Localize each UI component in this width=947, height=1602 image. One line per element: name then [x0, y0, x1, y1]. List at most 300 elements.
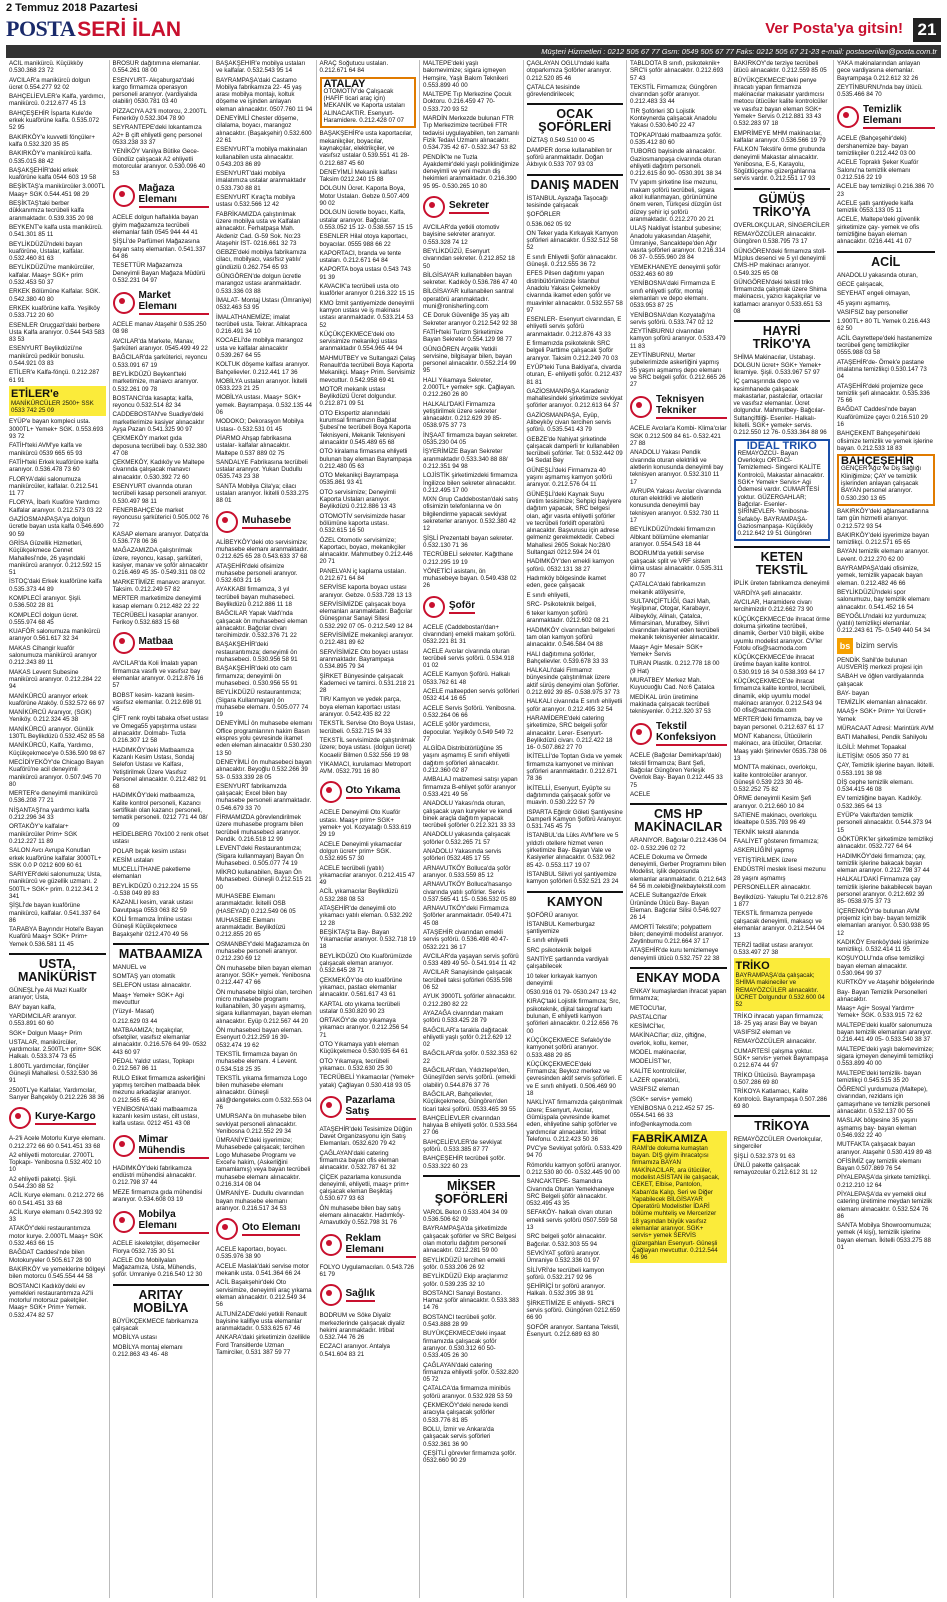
classified-ad: ACELE Deneyimli Oto Kuaför ustası. Maaş+ prim+ SGK+ yemek+ yol. Kozyatağı 0.533.619 29 19 — [319, 809, 412, 839]
classified-ad: 1.800TL yardımcılar, fönçüler Güneşli Mahallesi. 0.532.530 36 91 — [9, 1062, 98, 1085]
display-ad-heading: KAMYON — [527, 891, 624, 909]
classified-ad: ESENYURT Kıraç'ta mobilya ustası 0.532.566 12 42 — [216, 194, 296, 209]
section-title: Şoför — [449, 600, 475, 614]
classified-ad: TEKSTİL firmamıza bayan ön muhasebe elemanı. 4 Levent. 0.534.518 25 35 — [216, 1050, 298, 1073]
logo-posta: POSTA — [6, 16, 76, 41]
section-marker-icon — [630, 723, 652, 745]
classified-ad: MANİKÜRCÜ aranıyor erkek kuaförüne Ataköy. 0.532.572 66 97 — [9, 692, 105, 707]
classified-ad: ACELE (Bağcılar Demirkapı'daki) tekstil firmamıza; Bant Şefi, Bağcılar Güngören Yerleşik Overlok Bay- Bayan 0.212.445 33 75 — [630, 752, 723, 789]
boxed-ad-title: İDEAL TRİKO — [746, 439, 817, 452]
classified-ad: ATAKÖY'deki restaurantımıza motor kurye. 2.000TL Maaş+ SGK 0.532.463 66 15 — [9, 1225, 103, 1248]
classified-ad: TEKSTİL Firmamıza; Güngören civarından şoför aranıyor. 0.212.483 33 44 — [630, 83, 717, 106]
classified-ad: MODEL makinacılar, — [630, 1049, 687, 1057]
section-title: Market Elemanı — [139, 290, 210, 315]
classified-ad: KOLTUK döşeme kalfası aranıyor. Bahçelievler. 0.212.441 17 36 — [216, 361, 310, 376]
classified-ad: ŞİRKETİMİZE E ehliyetli- SRC'li servis şoförü. Güngören 0212.659 66 90 — [526, 1299, 621, 1322]
display-ad-heading: ENKAY MODA — [630, 967, 727, 985]
classified-ad: MERTER'e deneyimli manikürcü 0.536.208 77 21 — [9, 790, 98, 805]
classified-ad: YENİBOSNA 0.212.452 57 25- 0554.541 66 33 — [630, 1104, 715, 1120]
classified-ad: MALTEPE'deki yaşlı bakımevimize; sigara içmeyen deneyimli temizlikçi 0.553.899 40 00 — [837, 1045, 934, 1068]
display-ad-heading: KETEN TEKSTİL — [734, 546, 831, 577]
classified-ad: ACİL Başakşehir'deki Oto servisimize, deneyimli araç yıkama eleman alınacaktır. 0.212.549 34 56 — [216, 1279, 312, 1309]
classified-ad: SARIYER'deki salonumuza; Usta, manikürcü ve güzellik uzmanı. 2 500TL+ SGK+ prim. 0.212.341 2 341 — [9, 871, 102, 900]
section-marker-icon — [216, 511, 238, 533]
classified-ad: ŞİŞLİ 0.532.373 91 63 — [733, 1152, 796, 1160]
classified-ad: 2500TL'ye Kalfalar, Yardımcılar, Sarıyer Bahçeköy 0.212.226 38 36 — [9, 1086, 105, 1101]
classified-ad: ÖZEL Otomotiv servisimize; Kaportacı, boyacı, mekanikçiler alınacaktır. Mahmutbey 0.212.446 20 71 — [319, 536, 413, 566]
classified-ad: GECE çalışacak, — [837, 280, 884, 288]
section-marker-icon — [113, 292, 135, 314]
classified-ad: GAZİOSMANPAŞA Karadeniz mahallesindeki şirketimize sevkiyat şoförler aranıyor. 0.212.613 64 37 — [526, 387, 623, 410]
classified-ad: ERKEK kuaförüne kalfa. Yeşilköy 0.533.712 20 60 — [9, 304, 100, 320]
classified-ad: MARDİN Merkezde bulunan FTR Tıp Merkezimize tecrübeli FTR tedavisi uygulayabilen, ten zamanlı Fizik Tedavi Uzmanı alınacaktır. 0.534.735 42 67- 0.532.347 53 82 — [423, 115, 519, 152]
classified-ad: ANADOLU Yakası'nda oturan, çalışacak uyan kuryeler ve kendi binek araçla dağıtım yapacak tecrübeli şoförler 0.212.321 33 33 — [423, 800, 516, 830]
classified-ad: ŞİŞLİ'de Parfümeri Mağazasına bayan satış elemanları. 0.541.337 64 86 — [112, 238, 206, 260]
classified-ad: ACELE (Bahçeşehir'deki) dershanemize bay- bayan temizlikçiler 0.212.442 03 00 — [837, 135, 916, 158]
classified-ad: ÖN muhasebeci bayan eleman. Esenyurt 0.212.259 16 39- 0532.474 19 62 — [216, 1027, 303, 1049]
classified-ad: İMALAT- Montaj Ustası (Ümraniye) 0532.463 53 95 — [216, 296, 312, 312]
classified-ad: AYUK 3900TL şoförler alınacaktır. 0.212.280 82 22 — [423, 993, 516, 1008]
highlighted-ad-title: FABRİKAMIZA — [632, 1132, 708, 1145]
classified-ad: BAKIRKÖY'de terziye tecrübeli ütücü alınacaktır. 0.212.559 85 05 — [733, 60, 827, 75]
classified-ad: ACELE Oto Mobilyalan Mağazamıza, Usta, Mühendis, şoför. Umraniye 0.216.540 12 30 — [112, 1256, 203, 1279]
classified-ad: PİZZACIYA A2'li motorcu, 2.200TL Fenerköy 0.532.304 78 90 — [112, 107, 207, 123]
classified-ad: TIR/ Kamyon ve yedek parça, boya eleman kaportacı ustası aranıyor. 0.542.435 82 22 — [319, 696, 402, 719]
classified-ad: HEİDELBERG 70x100 2 renk ofset ustası — [112, 830, 209, 846]
classified-ad: BOSTANCI tecrübeli şoför. 0.543.888 28 99 — [423, 1313, 497, 1329]
column-1 — [6, 60, 110, 1598]
classified-ad: ÖĞRENCİ yurdumuza (Maltepe), civarından, rezidans için çamaşırhane ve temizlik personeli alınacaktır. 0.532.137 00 55 — [837, 1086, 931, 1116]
classified-ad: ESENYURT'a mobilya makinaları kullanabilen usta alınacaktır. 0.543.203 86 89 — [216, 146, 308, 168]
classified-ad: SERVİSE kaporta boyacı ustası aranıyor. Gebze. 0.533.728 13 13 — [319, 584, 412, 599]
classified-ad: TECRÜBELİ kasaplar aranıyor. Ferikoy 0.532.683 15 68 — [112, 611, 199, 627]
classified-ad: ATAŞEHİR'de- Örnek'e pastane imalatına temizlikçi 0.530.147 73 04 — [837, 358, 927, 381]
classified-ad: UMURSAN'a ön muhasebe bilen sevkiyat personeli alınacaktır. Yenibosna 0.212.552 29 34 — [216, 1113, 306, 1135]
classified-ad: YÖNETİCİ asistanı, ön muhasebeye bayan. 0.549.438 02 26 — [423, 567, 517, 590]
classified-ad: MOBİLYA ustaları aranıyor. İkitelli 0533.223 21 25 — [216, 377, 308, 393]
classified-ad: KADIKÖY Erenköy'deki işlerimize temizlikçi. 0.532.414 11 95 — [837, 938, 929, 954]
classified-ad: MANİKÜRCÜ aranıyor. Günlük 130TL Beylikdüzü 0.532.452 85 58 — [9, 725, 105, 741]
section-header — [113, 1132, 210, 1161]
classified-ad: MÜRACAAT Adresi: Marintürk AVM — [837, 725, 934, 733]
classified-ad: DENEYİMLİ ön muhasebe elemanı Office programlarının hakim Basın ekspres yolu çevresinde ikamet eden eleman alınacaktır 0.530.230 13 50 — [216, 720, 313, 757]
section-marker-icon — [837, 106, 859, 128]
classified-ad: KIRAÇ'taki Lojistik firmamıza; Src, psikoteknik, dijital takograf kartı bulunan, E ehliyetli kamyon şoförleri alınacaktır. 0.212.656 76 00 — [526, 998, 621, 1035]
classified-ad: SGK+ Dolgun Maaş+ Prim — [9, 1029, 82, 1037]
classified-ad: EMPRİMEYE MHM makinacılar, kalfalar aranıyor. 0.536.566 19 79 — [733, 129, 826, 144]
classified-ad: USTALAR, manikürcüler, yardımcılar. 2.500TL+ prim+ SGK Halkalı. 0.533.374 73 65 — [9, 1038, 102, 1061]
classified-ad: LEVENT'deki Restaurantımıza; (Sigara kullanmayan) Bayan Ön Muhasebeci. 0.505.077 74 19 — [216, 845, 304, 867]
classified-ad: A2 ehliyetli paketçi. Şişli. 0.544.230 88 52 — [9, 1175, 77, 1190]
bizim-servis-name: bizim servis — [856, 641, 898, 651]
classified-ad: 0530.916 01 79- 0530.247 13 42 — [526, 989, 617, 997]
classified-ad: KURTKÖY ve Ataşehir bölgelerinde — [837, 979, 935, 987]
classified-ad: MOBİLYA montaj elemanı 0.212.863 43 46- 48 — [112, 1343, 183, 1358]
section-header — [320, 1231, 417, 1260]
classified-ad: MXN Grup Caddebostan'daki satış ofisimizin telefonlarına ve ön bilgilendirme yapacak sevkiyat sekreterler aranıyor. 0.532.380 42 12 — [423, 496, 519, 533]
classified-ad: MUTFAKTA çalışacak bayan aranıyor. Ataşehir 0.530.419 89 48 — [837, 1141, 932, 1156]
classified-ad: ALGİDA Distribütörlüğüne 35 yaşını aşmamış E sınıfı ehliyetli dağıtım şoförleri alınacaktır. 0.212.360 02 87 — [423, 745, 510, 775]
section-header — [113, 1207, 210, 1236]
classified-ad: MOTOR mekanik ustası Beylikdüzü Ücret dolgundur. 0.212.871 09 51 — [319, 385, 397, 408]
classified-ad: OTO kiralama firmasına ehliyetli bulunan bay eleman Bayrampaşa 0.212.480 05 63 — [319, 448, 412, 470]
display-ad-heading: DANIŞ MADEN — [527, 174, 624, 192]
classified-ad: İÇERENKÖY'de bulunan AVM projemiz için bay- bayan temizlik elemanları aranıyor. 0.530.938 95 12 — [837, 907, 930, 937]
classified-ad: FATİH'teki AVM'ye kalfa ve manikürcü 0539 665 65 93 — [9, 442, 83, 457]
contact-info-bar: Müşteri Hizmetleri : 0212 505 67 77 Gsm: 0549 505 67 77 Faks: 0212 505 67 21-23 e-mail: postaseriilan@posta.com.tr — [6, 45, 941, 58]
classified-ad: ORTAKÖY'e kalfalar+ manikürcüler Prim+ SGK 0.212.227 11 89 — [9, 823, 78, 845]
classified-ad: BAĞCILAR, Bahçelievler, Küçükçekmece, Güngören'den ticari taksi şoförü. 0533.465 39 55 — [423, 1090, 516, 1113]
classified-ad: ASKERLİĞİNİ yapmış — [733, 847, 795, 855]
section-header — [320, 1282, 417, 1308]
classified-ad: ÇAY, Temizlik işlerine bayan. Ikitelli. 0.553.191 38 98 — [837, 762, 935, 777]
classified-ad: SALON Avcı Avrupa Konutları erkek kuaförüne kalfalar 3000TL+ SSK 0.0 P 0212 609 60 61 — [9, 847, 102, 869]
classified-ad: ÇEŞİTLİ görevler firmamıza şoför. 0532.660 90 29 — [423, 1449, 517, 1465]
section-header — [837, 102, 935, 131]
classified-ad: ACELE — [630, 790, 651, 798]
boxed-ad-text: REMAYÖZCÜ- Bayan Overlokçu ORTACI- Temizlemeci- Singerci KALİTE Kontrolcü, Makastar alınacaktır. SGK+ Yemek+ Servis+ Agi Ödemesi vardır. CUMARTESİ yoktur. GÜZERGAHLAR; Bağcılar- Esenler- ŞİRİNEVLER- Yenibosna- Sefaköy- BAYRAMPAŞA- Gaziosmanpaşa- Küçükköy 0.212.642 19 51 Güngören — [737, 449, 825, 538]
classified-ad: ANADOLU yakasında oturan, — [837, 271, 918, 279]
classified-ad: SERVİSİMİZE mekanikçi aranıyor. 0.212.481 89 62 — [319, 632, 414, 647]
highlighted-ad-text: MANİKÜRCÜLER 2500+ SSK 0533 742 25 09 — [11, 399, 94, 415]
classified-ad: TEKSTİL firmamıza penyede çalışacak deneyimli, makasçı ve elemanlar aranıyor. 0.212.544 04 13 — [733, 910, 825, 940]
logo-seri-ilan: SERİ İLAN — [77, 18, 182, 41]
classified-ad: ANADOLU yakasında çalışacak şoförler 0.532.265 71 57 — [423, 831, 511, 846]
classified-ad: 28 yaşını aşmamış — [733, 875, 786, 883]
classified-ad: E sınıfı ehliyetli — [526, 937, 569, 945]
classified-ad: ISPARTA Eğirdir Göleti Şantiyesine Damperli Kamyon Şoförü Aranıyor. 0.531.745 45 75 — [526, 808, 623, 831]
classified-ad: HALI Yıkamaya Sekreter, 2.000TL+ yemek+ sgk. Çağlayan. 0.212.260 26 80 — [423, 376, 516, 399]
classified-ad: ANADOLU Yakasında servis şoförleri 0532.485 17 55 — [423, 848, 502, 863]
classified-ad: FAALİYET gösteren firmamıza; — [733, 837, 819, 845]
section-marker-icon — [320, 1234, 342, 1256]
classified-ad: SOMTAŞ yarı otomatik — [112, 973, 176, 981]
classified-ad: TEMİZLİK elemanları alınacaktır. — [837, 699, 928, 707]
classified-ad: GÜNGÖREN Arçelik Yetkili servisine, bilgisayar bilen, bayan personel alınacaktır. 0.552.214 99 95 — [423, 345, 517, 375]
classified-ad: BAYAN temizlik elemanı aranıyor. Levent. 0.212.270 62 00 — [837, 548, 929, 563]
bizim-servis-logo — [837, 638, 935, 654]
classified-ad: REMAYÖZCÜLER alınacaktır. — [733, 1038, 817, 1046]
classified-ad: ACELE malteepden servis şoförleri 0532 414 16 65 — [423, 688, 519, 703]
classified-ad: BAHÇELİEVLER'e Kalfa, yardımcı, manikürcü. 0.212.677 45 13 — [9, 93, 106, 108]
classified-ad: KESİM ustaları — [112, 856, 154, 864]
classified-ad: SELEFON ustası alınacaktır. — [112, 982, 192, 990]
classified-ad: SANTA Mobilya Cila'ya; cilacı ustaları aranıyor. İkitelli 0.533.275 88 01 — [216, 482, 309, 505]
classified-ad: ACELE şatlı şantiyede kalfa temizlik 0553.133 05 11 — [837, 199, 914, 215]
classified-ad: KÜÇÜKÇEKMECE'de ihracat üretime bayan kalite kontrol. 0.530.919 16 34 0.538.393 64 17 — [733, 654, 825, 676]
classified-ad: İSTANBUL Silivri yol şantiyemize kamyon şoförleri 0.532.521 23 24 — [526, 870, 619, 886]
classified-ad: BAY- bayan — [837, 689, 869, 697]
classified-ad: ACELE dolgun haftalıkla bayan giyim mağazamıza tecrübeli elemanlar fatih 0545 944 44 41 — [112, 214, 199, 237]
classified-ad: ACELE Topraklı Şeker Kuaför Salonu'na temizlik elemanı 0.212.516 22 19 — [837, 159, 919, 181]
classified-ad: BOBST kesim- kazanlı kesim- vasıfsız elemanlar. 0.212.698 91 45 — [112, 691, 202, 714]
masthead — [6, 18, 941, 44]
section-title: Mobilya Elemanı — [139, 1209, 210, 1234]
classified-ad: AVCILAR Sanayisinde çalışacak tecrübeli taksi şoförleri 0535.598 06 52 — [423, 969, 513, 992]
classified-ad: A-2'li Acele Motorlu Kurye elemanı. 0.212.272 66 60 0.541.451 33 68 — [9, 1135, 106, 1150]
section-title: Tekstil Konfeksiyon — [656, 721, 727, 746]
classified-ad: ACELE Avcılar'a Kombi- Klima'cılar SGK 0.212.509 84 61- 0.532.421 27 88 — [630, 425, 727, 448]
section-marker-icon — [423, 196, 445, 218]
classified-ad: MONT Kabancısı, Ütücülerin makinacı, ara ütücüler, Ortacılar. Maaş yaklı Şirinevler 0535.738 06 13 — [733, 733, 827, 762]
classified-ad: 10 teker kırkayak kamyon deneyimli — [526, 972, 597, 987]
classified-ad: BAŞAKŞEHİR'deki oto cam firmamıza; deneyimli ön muhasebeci. 0.530.956 55 91 — [216, 665, 298, 687]
classified-ad: TABLDOTA B sınıfı, psikoteknik+ SRC'li şoför alınacaktır. 0.212.693 57 43 — [630, 60, 724, 82]
classified-ad: EYÜP'teki Tuna Bakliyat'a, civarda oturan, E- ehliyetli şoför. 0.212.437 81 81 — [526, 363, 623, 386]
classified-ad: ŞİRKET Bünyesinde çalışacak Kademeci ve tamirci. 0.531.218 21 28 — [319, 672, 415, 695]
classified-ad: İSTOÇ'daki Erkek kuaförüne kalfa 0.535.373 44 89 — [9, 578, 102, 593]
classified-ad: MALTEPE'deki temizlik- bayan temizlikçi 0.545.515 35 20 — [837, 1069, 921, 1084]
classified-ad: GÜNGÖREN'de dolgun ücretle marangoz ustası aranmaktadır. 0.533.336 03 88 — [216, 273, 302, 295]
classified-ad: BAĞCILAR'da şoför. 0.532.353 62 22 — [423, 1050, 518, 1065]
classified-ad: KALİTE kontrolcüler, — [630, 1067, 687, 1075]
classified-ad: CE Doruk Güvenliğe 35 yaş altı Sekreter aranıyor 0.212.542 92 38 — [423, 312, 518, 327]
classified-ad: YIKAMACI, kurulamacı Metroport AVM. 0532.791 16 80 — [319, 760, 411, 776]
classified-ad: YENİBOSNA'dan Kozyatağı'na servis şoförü. 0.533.747 02 12 — [630, 311, 715, 326]
classified-ad: ÇİFT renk roybi tabaka ofset ustası ve Omega55 yapıştırma ustası alınacaktır. Dolmabı- Tuzla 0.216.307 12 58 — [112, 715, 209, 745]
classified-ad: İNŞAAT firmamıza bayan sekreter. 0535.230 04 05 — [423, 431, 518, 447]
section-marker-icon — [216, 1218, 238, 1240]
classified-ad: BEYLİKDÜZÜ Beykent'teki marketimize, manavcı aranıyor. 0.532.261 09 78 — [112, 370, 199, 393]
classified-ad: AMORTİ Tekstil'e; polypattern bilen; deneyimli modelist aranıyor. Zeytinburnu 0.212.664 37 17 — [630, 923, 724, 946]
classified-ad: ANADOLU Yakası Pendik civarında oturan elektrikli ve aletlerin konusunda deneyimli bay teknisyen aranıyor. 0.532.310 11 17 — [630, 449, 724, 486]
classified-ad: BEŞİKTAŞ'a manikürcüler 3.000TL Maaş+ SGK 0.544.451 98 29 — [9, 183, 105, 198]
column-4 — [317, 60, 421, 1598]
classified-ad: BEYLİKDÜZÜ 0.212.224 15 55 -0.538 049 89 83 — [112, 882, 198, 898]
classified-ad: VASIFSIZ bay personeller — [837, 308, 909, 316]
classified-ad: SEYEHAT engeli olmayan, — [837, 290, 911, 298]
classified-ad: MARKETİMİZE manavcı aranıyor. Taksim. 0.212.249 57 82 — [112, 578, 206, 593]
classified-ad: FLORYA'daki salonumuza manikürcüler, kalfalar. 0.212.541 11 77 — [9, 475, 99, 498]
classified-ad: BAKIRKÖY ve yemeklerine bölgeyi bilen motorcu 0.545.554 44 58 — [9, 1265, 106, 1281]
classified-ad: FİRMAMIZDA görevlendirilmek üzere muhasebe programı bilen tecrübeli muhasebeci aranıyor. Pendik. 0.216.518 12 99 — [216, 814, 304, 843]
classified-ad: SATIENE makinacı, overlokçu. İdealtepe 0.535.793 96 49 — [733, 812, 818, 827]
classified-ad: ATAŞEHİR'de kuru temizlemeye deneyimli ütücü 0.532.757 22 38 — [630, 947, 720, 962]
classified-ad: ACELE Kamyon Şoförü. Halkalı 0533.762 61 48 — [423, 671, 511, 686]
section-header — [630, 719, 727, 748]
classified-ad: MODELİST'ler, — [630, 1058, 672, 1066]
classified-ad: MAHMUTBEY ve Sultangazi Çelaş Renault'da tecrübeli Boya Kaporta Mekanikçi. Maaş+ Prim. Servisimiz mevcuttur. 0.542.958 69 41 — [319, 354, 416, 384]
classified-ad: GÜNEŞLİ'ye Ali Mazi Kuaför aranıyor; Usta, — [9, 987, 87, 1002]
page-number: 21 — [913, 18, 941, 42]
classified-ad: ETİLER'e Kalfa-fönçü. 0.212.287 61 91 — [9, 369, 100, 384]
highlighted-ad — [734, 958, 831, 1010]
classified-ad: ÜMRANİYE- Dudullu civarından bayan muhasebe elemanı aranıyor. 0.216.517 34 53 — [216, 1190, 304, 1212]
boxed-ad-text: GENÇER Ağız ve Diş Sağlığı Kliniğimize; ÇAY ve temizlik işlerinden anlayan çalışacak BAYAN personel aranıyor. 0.530.230 13 65 — [841, 465, 922, 502]
classified-ad: MATBAAMIZA; bıçakçılar, ofsetçiler, vasıfsız elemanlar alınacaktır. 0.216.576 64 99- 0532 443 60 97 — [112, 1026, 207, 1056]
classified-ad: PVC'ye Sevkiyat şoförü. 0.533.429 94 70 — [526, 1145, 622, 1160]
classified-ad: VASIFSIZ eleman — [630, 1086, 680, 1094]
classified-ad: Beylikdüzü- Yakuplu Tel 0.212.876 1 877 — [733, 893, 828, 909]
display-ad-heading: OCAK ŞOFÖRLERİ — [527, 103, 624, 134]
section-header — [113, 630, 210, 656]
classified-ad: GÜNGÖREN'deki tekstil triko firmamızda çalışmak üzere Shima makinacısı, yazıcı kaçakçılar ve katlamacı aranıyor 0.533.651 53 08 — [733, 278, 827, 316]
classified-ad: OTO Mekanikçi Bayrampaşa 0535.861 93 41 — [319, 472, 399, 487]
classified-ad: BAĞCILAR'a tarakla dağıtacak ehliyetli yaşlı şoför 0.212.629 12 02 — [423, 1026, 512, 1049]
section-title: Sekreter — [449, 200, 489, 214]
section-header — [113, 288, 210, 317]
classified-ad: ŞEHİRİÇİ tır şoförü aranıyor. Halkalı. 0.532.395 38 91 — [526, 1283, 606, 1298]
classified-ad: EYÜP'e Vakıfta'den temizlik personeli alınacaktır. 0.544.373 94 15 — [837, 812, 932, 834]
section-header — [423, 194, 520, 220]
classified-ad: AYAKKABI firmamıza, 3 yıl tecrübeli bayan muhasebeci. Beylikdüzü 0.212.886 11 18 — [216, 586, 295, 608]
classified-ad: BÜYÜKÇEKMECE fabrikamıza çalışacak — [112, 1317, 199, 1332]
classified-ad: TURAN Plastik. 0.212.778 18 00 (9 Hat) — [630, 660, 720, 675]
classified-ad: HALKALI civarında E sınıfı ehliyetli şoför aranıyor. 0.212.495 32 54 — [526, 698, 623, 713]
classified-ad: BAĞCILAR Yapak Vakfı'nda çalışacak ön muhasebeci eleman alınacaktır. Bağcılar civarı tercihimizdir. 0.532.376 71 22 — [216, 610, 308, 640]
classified-ad: YEMEKHANEYE deneyimli şoför 0532.463 60 89 — [630, 263, 721, 279]
section-title: Teknisyen Tekniker — [656, 394, 727, 419]
classified-ad: MOBİLYA ustası. Maaş+ SGK+ yemek. Bayrampaşa. 0.532.135 44 06 — [216, 394, 312, 417]
classified-ad: E sınıfı ehliyetli, — [526, 591, 570, 599]
classified-ad: SRC psikoteknik belgeli — [526, 946, 592, 954]
classified-ad: ÖN muhasebe bilen bay satış elemanı alınacaktır. Hadımköy- Arnavutköy 0.552.798 31 76 — [319, 1204, 405, 1227]
classified-ad: ÇATALCA tesisinde görevlendirilecek; — [526, 83, 580, 99]
classified-ad: DİŞ cephe temizlik elemanı. 0.534.415 46 08 — [837, 778, 914, 794]
classified-ad: MURATBEY Merkez Mah. Kuyucuoğlu Cad. No:6 Çatalca — [630, 676, 715, 692]
classified-ad: ACELE, Maltepe'deki güvenlik şirketimize çay- yemek ve ofis temizliğine bayan eleman alınacaktır. 0216.441 41 07 — [837, 216, 920, 246]
classified-ad: LOJİSTİK şirketimizdeki firmamıza İngilizce bilen sekreter alınacaktır. 0.212.495 17 00 — [423, 472, 518, 494]
classified-ad: PASTALCI'lar — [630, 1013, 668, 1021]
classified-ad: SANTA Mobilya Showroomumuza; yemek (4 kişi), temizlik işlerine bayan eleman. İkitelli 0533.275 88 01 — [837, 1222, 932, 1252]
classified-ad: HARAMİDERE'deki catering şirketimize, SRC belgeli şoför alınacaktır. Lerer- Esenyurt- Beylikdüzü civarı. 0.212.422 18 16- 0.507.862 27 70 — [526, 714, 613, 752]
classified-ad: Maaş+ Agi+ Sosyal Yardım+ Yemek+ SGK. 0.533.915 72 62 — [837, 1005, 923, 1020]
issue-date: 2 Temmuz 2018 Pazartesi — [6, 2, 138, 14]
classified-ad: BAKIRKÖY'deki ağlansanatlarına tam gün hizmetli aranıyor. 0.212.572 93 54 — [837, 507, 929, 530]
classified-ad: BAHÇELİEVLER'de sevkiyat şoförü. 0.533.385 87 77 — [423, 1138, 502, 1153]
classified-ad: ORTAKÖY'de oto yıkamaya yıkamacı aranıyor. 0.212.256 54 71 — [319, 1017, 408, 1039]
classified-ad: SEVKİYAT şoförü aranıyor. Ümraniye 0.532.336 01 97 — [526, 1249, 601, 1265]
classified-ad: TECRÜBELİ sekreter. Kağıthane 0.212.295 19 19 — [423, 551, 514, 566]
classified-ad: 0.212.629 03 44 — [112, 1017, 158, 1025]
display-ad-heading: USTA, MANİKÜRİST — [9, 953, 106, 984]
classified-ad: ZEYTİNBURNU'nda bay ütücü. 0.535.466 84 70 — [837, 83, 923, 99]
section-header — [320, 779, 417, 805]
section-header — [216, 1216, 313, 1242]
classified-ad: BÜYÜKÇEKMECE'deki penye ihracatı yapan firmamıza makinacılar makasatır yardımcısı metocu ütücüler kalite kontrolcüler ve vasıfsız bayan eleman SGK+ Yemek+ Servis 0.212.881 33 43 0.532.283 97 18 — [733, 76, 828, 128]
classified-ad: BAY bayan kalfa, — [9, 1003, 56, 1011]
classified-ad: ÜNLÜ pakette çalışacak remayozcular 0.212.612 31 12 — [733, 1162, 818, 1177]
display-ad-heading: MİKSER ŞOFÖRLERİ — [423, 1175, 520, 1206]
classified-ad: HADIMKÖY'den emekli kamyon şoförü. 0532.131 38 27 — [526, 558, 614, 573]
section-title: Sağlık — [346, 1288, 375, 1302]
classified-ad: ZEYTİNBURNU, Merter şubelerimizde askerliğini yapmış 35 yaşını aşmamış depo elemanı ve SRC belgeli şoför. 0.212.665 26 27 — [630, 351, 726, 389]
classified-ad: GÜNEŞLİ'deki Kaynak Suyu üretim tesisimize; Sehpiçi bayiyere dağıtım yapacak, SRC belgesi olan, ağır vasıta ehliyetli şoförler ve tecrübeli forklift operatörü alınacaktır. Başvurusu için adrese gelmeniz gerekmektedir. Cebeci Mahallesi 2605 Sokak No:28/0 Sultangazi 0212.594 24 01 — [526, 490, 622, 557]
classified-ad: ACELE Avcılar civarında oturan tecrübeli servis şoförü. 0.534.918 01 02 — [423, 647, 515, 670]
classified-ad: AVCILAR'a manikürcü dolgun ücret 0.554.277 92 02 — [9, 76, 91, 91]
classified-ad: ŞOFÖRLER — [526, 211, 561, 219]
classified-ad: İSTANBUL Ayazağa Taşocağı tesisinde çalışacak — [526, 194, 608, 209]
classified-ad: EFES Pilsen dağıtımı yapan distribütörümüzde İstanbul Anadolu Yakası Çekmeköy civarında ikamet eden şoför ve muavinler alınacaktır. 0.532.557 58 97 — [526, 270, 623, 314]
classified-ad: ÇEKMEKÖY'deki nerede kendi aracıyla çalışacak şoförler 0.533.776 81 85 — [423, 1402, 509, 1424]
classified-ad: TEKSTİL Servise Oto Boya Ustası, tecrübeli. 0.532.715 94 33 — [319, 720, 416, 735]
classified-ad: BEYLİKDÜZÜ, Esenyurt civarından sekreter. 0.212.852 18 50 — [423, 247, 515, 270]
classified-ad: DİZTAŞ 0.549.510 00 45 — [526, 137, 595, 145]
classified-ad: ÇAĞLAYAN'daki catering firmamıza ehliyetli şoför. 0.532.820 05 72 — [423, 1361, 519, 1384]
classified-ad: MOBİLYA ustası — [112, 1334, 157, 1342]
classified-ad: OTO Yıkamaya yatılı eleman Küçükçekmece 0.530.935 64 61 — [319, 1041, 408, 1056]
classified-ad: Maaş+ Agi+ Mesai+ SGK+ Yemek+ Servis — [630, 643, 703, 659]
classified-ad: SABAH ve öğlen vardiyalarında çalışacak — [837, 673, 924, 688]
classified-ad: ACELE şöför yardımcısı, depocular. Yeşilköy 0.549 549 72 77 — [423, 721, 514, 743]
classified-ad: BEYKENT'e kalfa usta manikürcü. 0.541.301 85 11 — [9, 223, 103, 239]
classified-ad: TRİKOYA Katlamacı, Kalite Kontrolcü. Bayrampaşa 0.507.286 69 80 — [733, 1088, 828, 1110]
classified-ad: İLETİŞİM: 0505 350 77 81 — [837, 752, 910, 760]
classified-ad: BOSTANCI'da kasapta; kalfa, reyoncu 0.532.514 82 34 — [112, 394, 194, 410]
classified-ad: AYAZAĞA civarından makam şoförü 0.533.425 28 79 — [423, 1009, 504, 1025]
section-title: Kurye-Kargo — [35, 1111, 96, 1125]
classified-ad: DAMPER dorse kullanabilen tır şoförü aranmaktadır. Doğan Akbıyık 0.533 707 93 03 — [526, 146, 612, 169]
classified-ad: GAZİOSMANPAŞA, Eyüp, Alibeyköy civarı tercihen servis şoförü. 0.535.541 43 79 — [526, 411, 612, 434]
classified-ad: DOLGUN Ücret. Kaporta Boya, Motor Ustaları. Gebze 0.507.409 90 02 — [319, 185, 410, 208]
classified-ad: BUYÜKÇEKMECE'deki inşaat firmamızda çalışacak şoför aranıyor. 0.530.312 60 50- 0.533.405 26 30 — [423, 1330, 506, 1360]
classified-ad: PENDİK Sahil'de bulunan AUSVERİŞ merkezi projesi için — [837, 656, 923, 671]
bizim-servis-icon: bs — [837, 638, 853, 654]
classified-ad: BEYLİKDÜZÜ'ndeki firmamızın Albkant bölümüne elemanlar aranıyor. 0.554.543 18 44 — [630, 526, 716, 548]
column-5 — [420, 60, 524, 1598]
section-title: Pazarlama Satış — [346, 1095, 417, 1120]
classified-ad: MONTTA makinacı, overlokçu, kalite kontrolcüler aranıyor. Güneşli 0.539 223 30 46- 0.532.252 75 82 — [733, 764, 817, 794]
classified-ad: OTO Yıkamaya, tecrübeli yıkamacı. 0.532.630 25 30 — [319, 1057, 393, 1072]
classified-ad: ATAŞEHİR'deki ofisimize muhasebe personeli aranıyor. 0.532.603 21 16 — [216, 562, 298, 585]
column-8 — [731, 60, 835, 1598]
boxed-ad-text: OTOMOTİV'de Çalışacak (HAFİF ticari araç için) MEKANİK ve Kaporta ustaları ALINACAKTIR. Esenyurt- Haramidere. 0.212.428 07 07 — [323, 87, 406, 125]
classified-ad: DOLGUN ücretle boyacı, Kalfa, ustalar aranıyor. Bağcılar. 0.553.052 15 12- 0.538.557 15 15 — [319, 209, 413, 231]
classified-ad: OTO servisimize; Deneyimli Kaporta Ustaları aranıyor. Beylikdüzü 0.212.886 13 43 — [319, 488, 396, 511]
classified-ad: E firmamızda psikoteknik SRC belgeli Parttime çalışacak Şoför aranıyor. Taksim 0.212.249 70 03 — [526, 340, 618, 362]
classified-ad: SERVİSİMİZDE çalışacak boya elemanları aranmaktadır. Bağcılar Güneşpınar Sanayi Sitesi 0.532.292 07 05- 0.212.549 12 84 — [319, 600, 413, 630]
classified-ad: SRC- Psikoteknik belgeli, — [526, 600, 596, 608]
section-marker-icon — [320, 781, 342, 803]
classified-ad: ESENLER Hilal otoya kaportacı, boyacılar. 0555 988 66 22 — [319, 233, 408, 248]
classified-columns — [6, 60, 941, 1598]
classified-ad: BEYOĞLU'ndaki kız yurdumuza; (yatılı) temizlikçi elemanlar. 0.212.243 61 75- 0.549 440 54 34 — [837, 612, 931, 635]
classified-ad: ACELE kaportacı, boyacı. 0.535.976 38 90 — [216, 1246, 287, 1261]
classified-ad: ANKARA'daki şirketimizin özellikle Ford Transitlerde Uzman Tamirciler, 0.531 387 59 77 — [216, 1334, 311, 1357]
classified-ad: BAŞAKŞEHİR'deki restaurantımıza; deneyimli ön muhasebeci. 0.530.956 58 91 — [216, 641, 298, 664]
classified-ad: AVCILAR'da yaşayan servis şoförü 0.533 489 49 50- 0.541.914 11 42 — [423, 952, 519, 968]
classified-ad: (Yüzyıl- Masat) — [112, 1008, 155, 1016]
classified-ad: TOPKAPI'daki matbaamıza şoför. 0.535.412 80 60 — [630, 131, 722, 146]
classified-ad: KOCAELİ'de mobilya marangoz usta ve kalfalar alınacaktır 0.539.267 64 55 — [216, 337, 304, 359]
classified-ad: MERTER marketimize deneyimli kasap elemanı 0.212.482 22 22 — [112, 595, 202, 610]
classified-ad: İKİTELLİ'de Toptan Gıda ve yemek firmamıza kamyonet ve minivan şoförleri aranmaktadır. 0.212.671 78 36 — [526, 753, 623, 783]
classified-ad: ACİL manikürcü. Küçükköy 0.530.368 23 72 — [9, 60, 84, 75]
classified-ad: ESENYURT civarında oturan tecrübeli kasap personeli aranıyor. 0.530.497 98 11 — [112, 483, 207, 505]
classified-ad: (SGK+ servis+ yemek) — [630, 1095, 693, 1103]
classified-ad: FALKON Tekstil'e örme grubunda deneyimli Makastar alınacaktır. Yenibosna, E-5, Karayolu, Sögütlüçeşme güzergahlarına servis vardır. 0.212.551 17 93 — [733, 146, 826, 183]
classified-ad: FOLYO Uygulamacıları. 0.543.726 61 79 — [319, 1263, 414, 1278]
classified-ad: ATAŞEHİR'deki Tesisimize Düğün Davet Organizasyonu için Satış Elemanları. 0532.620 79 42 — [319, 1125, 413, 1148]
section-title: Oto Yıkama — [346, 785, 401, 799]
classified-ad: ÖN muhasebe bilen bayan eleman aranıyor. SGK+ yemek. Yenibosna 0.212.447 47 66 — [216, 964, 312, 987]
classified-ad: ÖN muhasebe bilgisi olan, tercihen micro muhasebe programı kullanabilen, 30 yaşını aşmamış, sigara kullanmayan, bayan eleman alınacaktır. Eyüp 0.212.567 44 20 — [216, 988, 312, 1025]
classified-ad: OFİSİMİZ çay temizlik elemanı Bayan 0.507.869 76 54 — [837, 1157, 922, 1173]
classified-ad: ÇATALCA'daki fabrikamızın mekanik atölyesin'e, — [630, 581, 706, 596]
section-header — [320, 1093, 417, 1122]
classified-ad: GRİSA Güzellik Hizmetleri, Küçükçekmece Cennet Mahallesi'nde, 26 yaşındaki manikürcü aranıyor. 0.212.592 15 51 — [9, 539, 102, 577]
classified-ad: KAZANLI kesim, varak ustası Davutpaşa 0553 063 82 59 — [112, 899, 193, 914]
classified-ad: SANDALYE Fabrikasına tecrübeli ustalar aranıyor. Yukarı Dudullu 0535.743 23 38 — [216, 458, 308, 481]
classified-ad: ULAŞ Nakliyat İstanbul şubesine; Anadolu yakasından Ataşehir, Ümraniye, Sancaktepe'den Ağır vasıta şoförleri aranıyor. 0.216.314 06 37- 0.555.960 28 84 — [630, 225, 726, 262]
classified-ad: KAPORTA boya ustası 0.543 743 91 39 — [319, 266, 411, 281]
display-ad-heading: GÜMÜŞ TRİKO'YA — [734, 188, 831, 219]
highlighted-ad — [9, 386, 106, 417]
section-marker-icon — [113, 1135, 135, 1157]
classified-ad: 6 teker kamyon şoförü aranmaktadır. 0212.602 08 21 — [526, 610, 610, 625]
classified-ad: SİLİVRİ'de tecrübeli kamyon şoförü. 0.532.217 92 96 — [526, 1266, 605, 1281]
section-title: Mimar Mühendis — [139, 1134, 210, 1159]
